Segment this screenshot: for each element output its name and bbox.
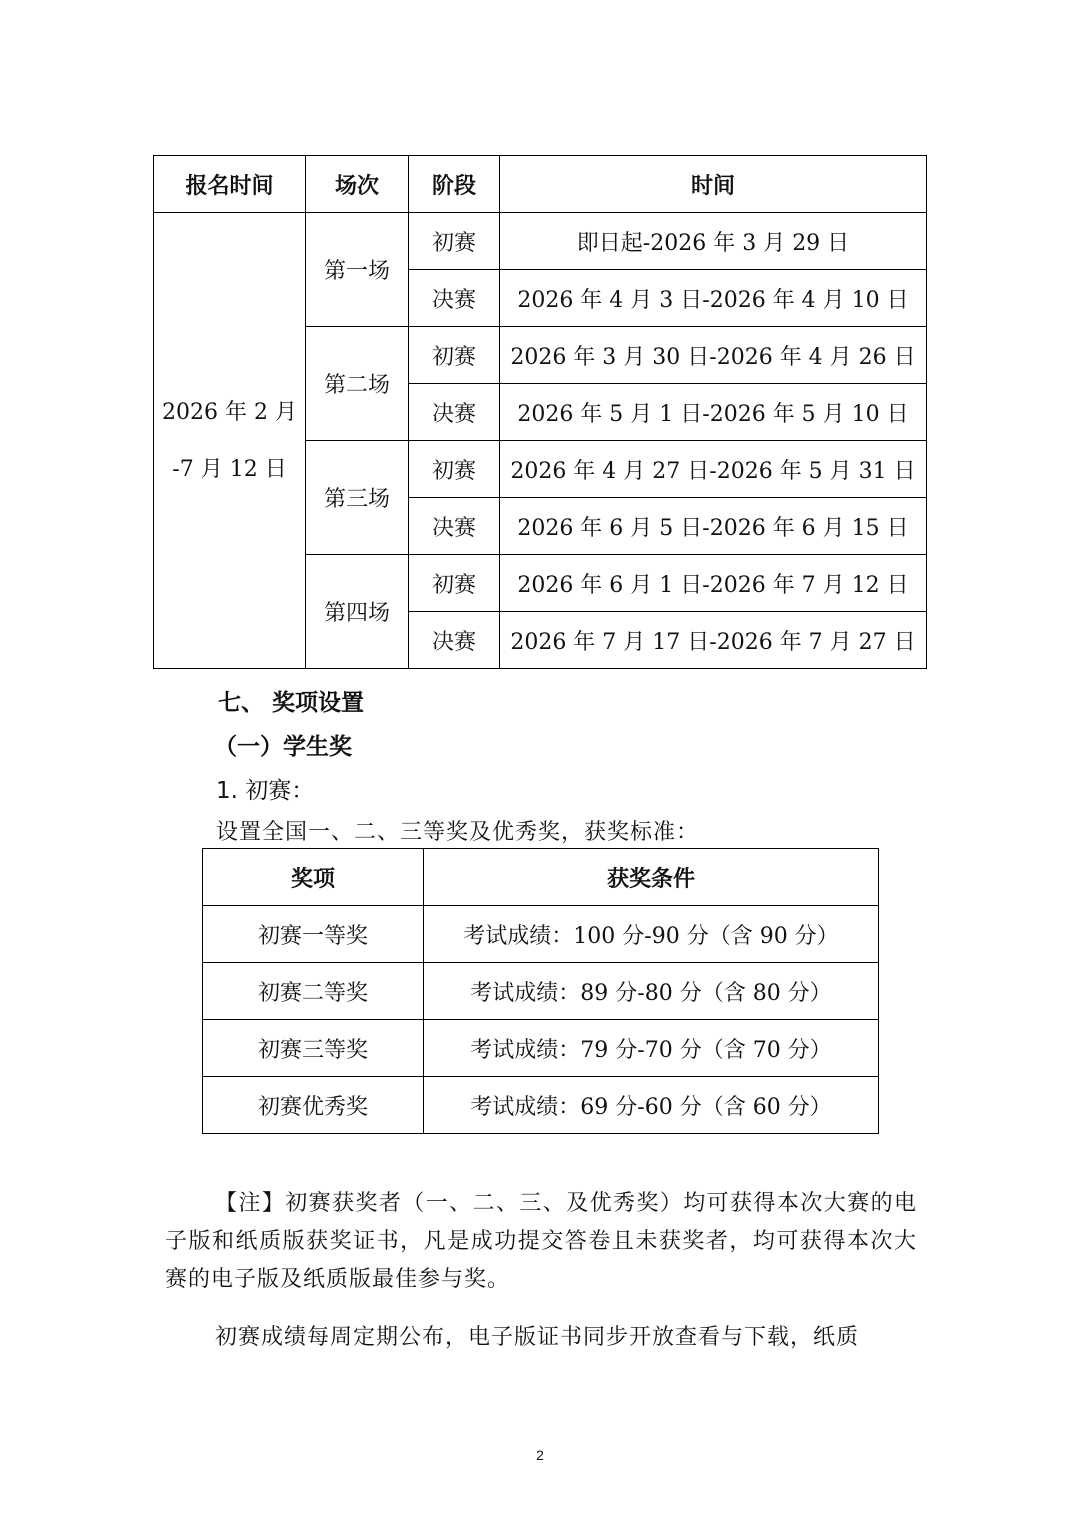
table-row [154, 213, 927, 270]
registration-period-line2: -7 月 12 日 [172, 456, 287, 482]
award-condition: 考试成绩：79 分-70 分（含 70 分） [424, 1020, 879, 1077]
note-paragraph: 【注】初赛获奖者（一、二、三、及优秀奖）均可获得本次大赛的电子版和纸质版获奖证书，凡是成功提交答卷且未获奖者，均可获得本次大赛的电子版及纸质版最佳参与奖。 [165, 1191, 917, 1292]
session-name: 第一场 [306, 213, 409, 327]
table-row [203, 963, 879, 1020]
schedule-header-row [154, 156, 927, 213]
stage-cell: 初赛 [409, 327, 500, 384]
time-cell: 2026 年 7 月 17 日-2026 年 7 月 27 日 [500, 612, 927, 669]
table-row [203, 1020, 879, 1077]
stage-cell: 决赛 [409, 270, 500, 327]
item-heading: 1. 初赛： [216, 778, 315, 804]
time-cell: 2026 年 4 月 27 日-2026 年 5 月 31 日 [500, 441, 927, 498]
session-name: 第二场 [306, 327, 409, 441]
stage-cell: 决赛 [409, 498, 500, 555]
section-heading: 七、 奖项设置 [218, 690, 365, 716]
registration-period-cell [154, 213, 306, 669]
stage-cell: 决赛 [409, 384, 500, 441]
awards-header-row [203, 849, 879, 906]
intro-text: 设置全国一、二、三等奖及优秀奖，获奖标准： [216, 820, 700, 845]
time-cell: 2026 年 3 月 30 日-2026 年 4 月 26 日 [500, 327, 927, 384]
page-number: 2 [536, 1447, 544, 1463]
award-name: 初赛一等奖 [203, 906, 424, 963]
stage-cell: 初赛 [409, 213, 500, 270]
header-session: 场次 [306, 156, 409, 213]
subsection-heading: （一）学生奖 [214, 734, 352, 760]
session-name: 第四场 [306, 555, 409, 669]
time-cell: 2026 年 6 月 5 日-2026 年 6 月 15 日 [500, 498, 927, 555]
stage-cell: 初赛 [409, 555, 500, 612]
results-paragraph: 初赛成绩每周定期公布，电子版证书同步开放查看与下载，纸质 [215, 1325, 860, 1350]
table-row [203, 906, 879, 963]
header-stage: 阶段 [409, 156, 500, 213]
time-cell: 2026 年 5 月 1 日-2026 年 5 月 10 日 [500, 384, 927, 441]
stage-cell: 决赛 [409, 612, 500, 669]
schedule-table [153, 155, 927, 669]
table-row [203, 1077, 879, 1134]
header-condition: 获奖条件 [424, 849, 879, 906]
stage-cell: 初赛 [409, 441, 500, 498]
header-registration-time: 报名时间 [154, 156, 306, 213]
time-cell: 即日起-2026 年 3 月 29 日 [500, 213, 927, 270]
time-cell: 2026 年 4 月 3 日-2026 年 4 月 10 日 [500, 270, 927, 327]
award-name: 初赛优秀奖 [203, 1077, 424, 1134]
award-condition: 考试成绩：100 分-90 分（含 90 分） [424, 906, 879, 963]
award-condition: 考试成绩：69 分-60 分（含 60 分） [424, 1077, 879, 1134]
awards-table [202, 848, 879, 1134]
award-name: 初赛二等奖 [203, 963, 424, 1020]
award-condition: 考试成绩：89 分-80 分（含 80 分） [424, 963, 879, 1020]
registration-period-line1: 2026 年 2 月 [162, 399, 297, 425]
header-time: 时间 [500, 156, 927, 213]
time-cell: 2026 年 6 月 1 日-2026 年 7 月 12 日 [500, 555, 927, 612]
award-name: 初赛三等奖 [203, 1020, 424, 1077]
session-name: 第三场 [306, 441, 409, 555]
header-award: 奖项 [203, 849, 424, 906]
